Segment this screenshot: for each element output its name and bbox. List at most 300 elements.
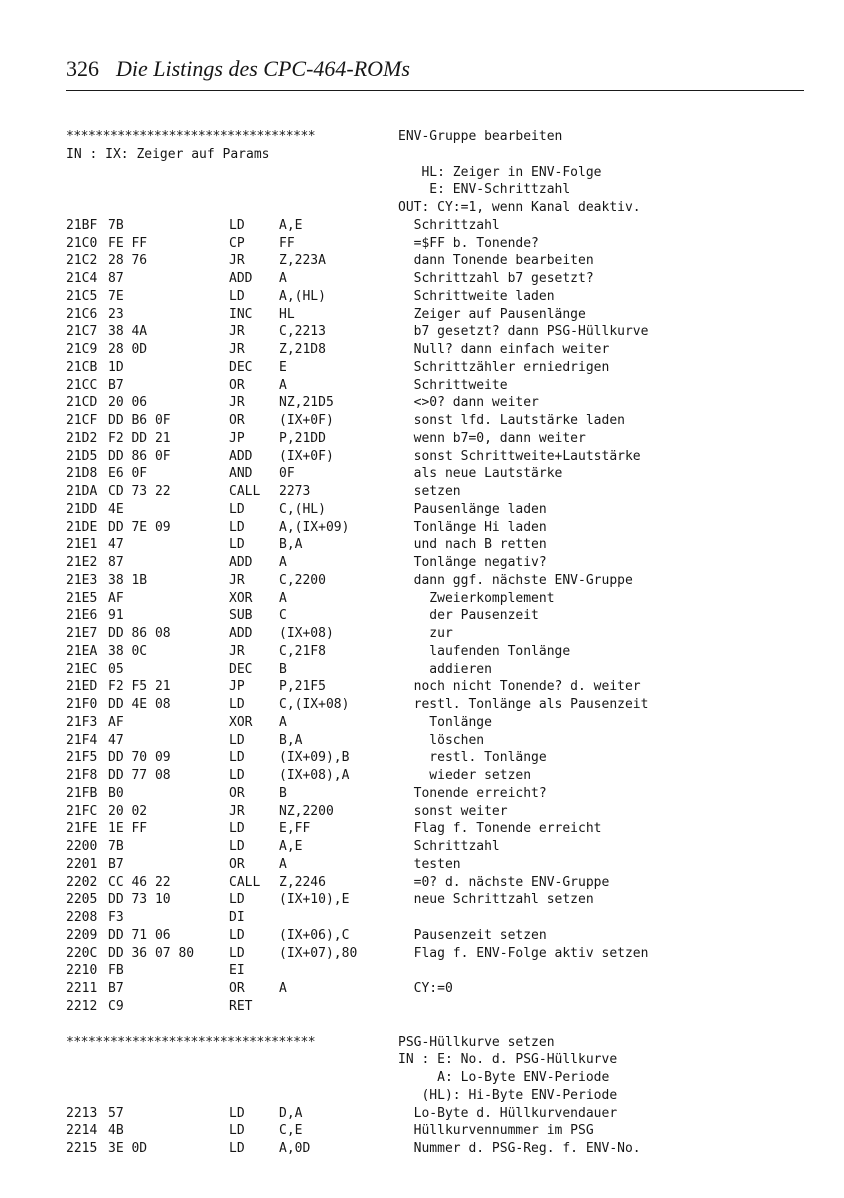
heading-right-text: HL: Zeiger in ENV-Folge bbox=[398, 164, 602, 180]
code-row bbox=[66, 785, 806, 803]
comment-cell: Schrittweite bbox=[398, 377, 508, 393]
code-row bbox=[66, 465, 806, 483]
operand-cell: Z,223A bbox=[279, 253, 326, 269]
code-row bbox=[66, 501, 806, 519]
section-heading-line bbox=[66, 181, 806, 199]
operand-cell: Z,2246 bbox=[279, 874, 326, 890]
mnemonic-cell: LD bbox=[229, 821, 245, 837]
address-cell: 21DE bbox=[66, 519, 98, 535]
address-cell: 2215 bbox=[66, 1141, 98, 1156]
comment-cell: Flag f. Tonende erreicht bbox=[398, 821, 602, 837]
opcode-bytes-cell: DD 86 0F bbox=[108, 448, 171, 464]
opcode-bytes-cell: DD 70 09 bbox=[108, 750, 171, 766]
mnemonic-cell: JR bbox=[229, 395, 245, 411]
address-cell: 21C2 bbox=[66, 253, 98, 269]
opcode-bytes-cell: DD 7E 09 bbox=[108, 519, 171, 535]
address-cell: 21FC bbox=[66, 803, 98, 819]
operand-cell: C,E bbox=[279, 1123, 303, 1139]
code-row bbox=[66, 749, 806, 767]
opcode-bytes-cell: 57 bbox=[108, 1105, 124, 1121]
comment-cell: sonst weiter bbox=[398, 803, 508, 819]
comment-cell: <>0? dann weiter bbox=[398, 395, 539, 411]
mnemonic-cell: ADD bbox=[229, 555, 253, 570]
code-row bbox=[66, 448, 806, 466]
mnemonic-cell: DEC bbox=[229, 661, 253, 677]
address-cell: 21DA bbox=[66, 484, 98, 499]
code-row bbox=[66, 341, 806, 359]
opcode-bytes-cell: DD 86 08 bbox=[108, 626, 171, 641]
operand-cell: Z,21D8 bbox=[279, 342, 326, 357]
comment-cell: als neue Lautstärke bbox=[398, 466, 563, 482]
page-number: 326 bbox=[66, 56, 99, 81]
page-header bbox=[66, 56, 804, 91]
mnemonic-cell: OR bbox=[229, 377, 245, 393]
code-row bbox=[66, 980, 806, 998]
operand-cell: NZ,21D5 bbox=[279, 395, 334, 411]
section-separator: ********************************** bbox=[66, 1034, 316, 1050]
heading-right-text: ENV-Gruppe bearbeiten bbox=[398, 129, 563, 144]
opcode-bytes-cell: 38 0C bbox=[108, 643, 148, 659]
operand-cell: (IX+0F) bbox=[279, 413, 334, 428]
operand-cell: C,(HL) bbox=[279, 501, 326, 517]
heading-right-text: E: ENV-Schrittzahl bbox=[398, 182, 571, 198]
operand-cell: 0F bbox=[279, 466, 295, 482]
code-row bbox=[66, 803, 806, 821]
comment-cell: Pausenzeit setzen bbox=[398, 927, 547, 943]
comment-cell: =$FF b. Tonende? bbox=[398, 235, 539, 251]
code-row bbox=[66, 767, 806, 785]
mnemonic-cell: CP bbox=[229, 235, 245, 251]
mnemonic-cell: LD bbox=[229, 839, 245, 854]
opcode-bytes-cell: 1E FF bbox=[108, 821, 148, 837]
comment-cell: Null? dann einfach weiter bbox=[398, 342, 610, 357]
operand-cell: C,(IX+08) bbox=[279, 697, 350, 712]
opcode-bytes-cell: 28 0D bbox=[108, 342, 148, 357]
operand-cell: A,E bbox=[279, 839, 303, 854]
operand-cell: C,2213 bbox=[279, 324, 326, 340]
code-row bbox=[66, 288, 806, 306]
opcode-bytes-cell: 3E 0D bbox=[108, 1141, 148, 1156]
address-cell: 21EA bbox=[66, 643, 98, 659]
address-cell: 2214 bbox=[66, 1123, 98, 1139]
address-cell: 220C bbox=[66, 945, 98, 961]
comment-cell: addieren bbox=[398, 661, 492, 677]
operand-cell: C,2200 bbox=[279, 572, 326, 588]
address-cell: 2208 bbox=[66, 910, 98, 925]
section-heading-line bbox=[66, 1051, 806, 1069]
code-row bbox=[66, 590, 806, 608]
code-row bbox=[66, 1105, 806, 1123]
mnemonic-cell: LD bbox=[229, 288, 245, 304]
opcode-bytes-cell: 28 76 bbox=[108, 253, 148, 269]
comment-cell: Nummer d. PSG-Reg. f. ENV-No. bbox=[398, 1141, 641, 1156]
section-heading-line bbox=[66, 1034, 806, 1052]
address-cell: 21E2 bbox=[66, 555, 98, 570]
opcode-bytes-cell: 7B bbox=[108, 217, 124, 233]
code-row bbox=[66, 661, 806, 679]
address-cell: 21ED bbox=[66, 679, 98, 695]
opcode-bytes-cell: FE FF bbox=[108, 235, 148, 251]
mnemonic-cell: EI bbox=[229, 963, 245, 979]
address-cell: 21F8 bbox=[66, 768, 98, 783]
section-heading-line bbox=[66, 199, 806, 217]
comment-cell: b7 gesetzt? dann PSG-Hüllkurve bbox=[398, 324, 649, 340]
comment-cell: setzen bbox=[398, 484, 461, 499]
address-cell: 21CC bbox=[66, 377, 98, 393]
comment-cell: Lo-Byte d. Hüllkurvendauer bbox=[398, 1105, 618, 1121]
comment-cell: sonst Schrittweite+Lautstärke bbox=[398, 448, 641, 464]
opcode-bytes-cell: DD B6 0F bbox=[108, 413, 171, 428]
operand-cell: (IX+06),C bbox=[279, 927, 350, 943]
opcode-bytes-cell: F2 F5 21 bbox=[108, 679, 171, 695]
code-row bbox=[66, 1140, 806, 1158]
operand-cell: B bbox=[279, 661, 287, 677]
code-row bbox=[66, 714, 806, 732]
comment-cell: Tonlänge bbox=[398, 714, 492, 730]
operand-cell: P,21DD bbox=[279, 430, 326, 446]
opcode-bytes-cell: DD 77 08 bbox=[108, 768, 171, 783]
section-heading-line bbox=[66, 128, 806, 146]
operand-cell: B bbox=[279, 785, 287, 801]
operand-cell: E bbox=[279, 359, 287, 375]
address-cell: 21D2 bbox=[66, 430, 98, 446]
code-row bbox=[66, 306, 806, 324]
operand-cell: E,FF bbox=[279, 821, 311, 837]
comment-cell: laufenden Tonlänge bbox=[398, 643, 571, 659]
mnemonic-cell: LD bbox=[229, 768, 245, 783]
address-cell: 21E6 bbox=[66, 608, 98, 624]
mnemonic-cell: DEC bbox=[229, 359, 253, 375]
heading-right-text: OUT: CY:=1, wenn Kanal deaktiv. bbox=[398, 200, 641, 215]
address-cell: 21E1 bbox=[66, 537, 98, 553]
code-row bbox=[66, 696, 806, 714]
address-cell: 21FE bbox=[66, 821, 98, 837]
opcode-bytes-cell: 20 06 bbox=[108, 395, 148, 411]
address-cell: 21F5 bbox=[66, 750, 98, 766]
comment-cell: Pausenlänge laden bbox=[398, 501, 547, 517]
address-cell: 2201 bbox=[66, 856, 98, 872]
operand-cell: A bbox=[279, 271, 287, 286]
comment-cell: zur bbox=[398, 626, 453, 641]
heading-left-text: IN : IX: Zeiger auf Params bbox=[66, 146, 270, 162]
heading-right-text: A: Lo-Byte ENV-Periode bbox=[398, 1070, 610, 1085]
operand-cell: A,(IX+09) bbox=[279, 519, 350, 535]
code-row bbox=[66, 377, 806, 395]
assembly-listing bbox=[66, 128, 806, 1158]
mnemonic-cell: JP bbox=[229, 679, 245, 695]
mnemonic-cell: JP bbox=[229, 430, 245, 446]
comment-cell: Tonlänge Hi laden bbox=[398, 519, 547, 535]
operand-cell: A bbox=[279, 377, 287, 393]
opcode-bytes-cell: 47 bbox=[108, 732, 124, 748]
section-heading-line bbox=[66, 164, 806, 182]
mnemonic-cell: INC bbox=[229, 306, 253, 322]
operand-cell: FF bbox=[279, 235, 295, 251]
comment-cell: Schrittzahl bbox=[398, 839, 500, 854]
mnemonic-cell: LD bbox=[229, 927, 245, 943]
operand-cell: A bbox=[279, 856, 287, 872]
opcode-bytes-cell: F2 DD 21 bbox=[108, 430, 171, 446]
opcode-bytes-cell: CC 46 22 bbox=[108, 874, 171, 890]
address-cell: 21E5 bbox=[66, 590, 98, 606]
mnemonic-cell: CALL bbox=[229, 484, 261, 499]
operand-cell: HL bbox=[279, 306, 295, 322]
mnemonic-cell: JR bbox=[229, 643, 245, 659]
code-row bbox=[66, 217, 806, 235]
operand-cell: A bbox=[279, 555, 287, 570]
operand-cell: A bbox=[279, 981, 287, 996]
comment-cell: Flag f. ENV-Folge aktiv setzen bbox=[398, 945, 649, 961]
code-row bbox=[66, 927, 806, 945]
code-row bbox=[66, 519, 806, 537]
opcode-bytes-cell: 91 bbox=[108, 608, 124, 624]
comment-cell: Schrittzahl b7 gesetzt? bbox=[398, 271, 594, 286]
mnemonic-cell: LD bbox=[229, 1105, 245, 1121]
code-row bbox=[66, 732, 806, 750]
mnemonic-cell: ADD bbox=[229, 448, 253, 464]
opcode-bytes-cell: CD 73 22 bbox=[108, 484, 171, 499]
address-cell: 21CF bbox=[66, 413, 98, 428]
code-row bbox=[66, 678, 806, 696]
address-cell: 21F3 bbox=[66, 714, 98, 730]
section-heading-line bbox=[66, 146, 806, 164]
opcode-bytes-cell: 20 02 bbox=[108, 803, 148, 819]
mnemonic-cell: SUB bbox=[229, 608, 253, 624]
comment-cell: restl. Tonlänge bbox=[398, 750, 547, 766]
mnemonic-cell: LD bbox=[229, 732, 245, 748]
mnemonic-cell: CALL bbox=[229, 874, 261, 890]
comment-cell: Schrittzähler erniedrigen bbox=[398, 359, 610, 375]
comment-cell: wenn b7=0, dann weiter bbox=[398, 430, 586, 446]
code-row bbox=[66, 572, 806, 590]
opcode-bytes-cell: C9 bbox=[108, 998, 124, 1014]
comment-cell: Schrittweite laden bbox=[398, 288, 555, 304]
address-cell: 21DD bbox=[66, 501, 98, 517]
address-cell: 2210 bbox=[66, 963, 98, 979]
address-cell: 21F4 bbox=[66, 732, 98, 748]
opcode-bytes-cell: 4B bbox=[108, 1123, 124, 1139]
code-row bbox=[66, 323, 806, 341]
comment-cell: restl. Tonlänge als Pausenzeit bbox=[398, 697, 649, 712]
mnemonic-cell: JR bbox=[229, 253, 245, 269]
heading-right-text: (HL): Hi-Byte ENV-Periode bbox=[398, 1087, 618, 1103]
code-row bbox=[66, 1122, 806, 1140]
comment-cell: Zweierkomplement bbox=[398, 590, 555, 606]
operand-cell: A bbox=[279, 714, 287, 730]
opcode-bytes-cell: 05 bbox=[108, 661, 124, 677]
mnemonic-cell: JR bbox=[229, 324, 245, 340]
section-gap bbox=[66, 1016, 806, 1034]
comment-cell: Tonende erreicht? bbox=[398, 785, 547, 801]
code-row bbox=[66, 235, 806, 253]
mnemonic-cell: JR bbox=[229, 803, 245, 819]
code-row bbox=[66, 536, 806, 554]
mnemonic-cell: ADD bbox=[229, 271, 253, 286]
opcode-bytes-cell: B7 bbox=[108, 981, 124, 996]
opcode-bytes-cell: AF bbox=[108, 590, 124, 606]
mnemonic-cell: OR bbox=[229, 413, 245, 428]
operand-cell: A bbox=[279, 590, 287, 606]
mnemonic-cell: XOR bbox=[229, 714, 253, 730]
mnemonic-cell: LD bbox=[229, 217, 245, 233]
opcode-bytes-cell: 7E bbox=[108, 288, 124, 304]
section-heading-line bbox=[66, 1087, 806, 1105]
comment-cell: der Pausenzeit bbox=[398, 608, 539, 624]
opcode-bytes-cell: 1D bbox=[108, 359, 124, 375]
opcode-bytes-cell: E6 0F bbox=[108, 466, 148, 482]
code-row bbox=[66, 607, 806, 625]
mnemonic-cell: LD bbox=[229, 537, 245, 553]
opcode-bytes-cell: DD 73 10 bbox=[108, 892, 171, 908]
opcode-bytes-cell: FB bbox=[108, 963, 124, 979]
address-cell: 2205 bbox=[66, 892, 98, 908]
code-row bbox=[66, 874, 806, 892]
address-cell: 21E3 bbox=[66, 572, 98, 588]
operand-cell: A,(HL) bbox=[279, 288, 326, 304]
operand-cell: A,0D bbox=[279, 1141, 311, 1156]
code-row bbox=[66, 554, 806, 572]
opcode-bytes-cell: B7 bbox=[108, 377, 124, 393]
code-row bbox=[66, 891, 806, 909]
address-cell: 21C5 bbox=[66, 288, 98, 304]
mnemonic-cell: OR bbox=[229, 981, 245, 996]
comment-cell: =0? d. nächste ENV-Gruppe bbox=[398, 874, 610, 890]
mnemonic-cell: ADD bbox=[229, 626, 253, 641]
address-cell: 21CD bbox=[66, 395, 98, 411]
mnemonic-cell: LD bbox=[229, 892, 245, 908]
comment-cell: dann ggf. nächste ENV-Gruppe bbox=[398, 572, 633, 588]
opcode-bytes-cell: 87 bbox=[108, 555, 124, 570]
code-row bbox=[66, 643, 806, 661]
code-row bbox=[66, 962, 806, 980]
code-row bbox=[66, 252, 806, 270]
code-row bbox=[66, 945, 806, 963]
opcode-bytes-cell: 38 1B bbox=[108, 572, 148, 588]
section-heading-line bbox=[66, 1069, 806, 1087]
code-row bbox=[66, 998, 806, 1016]
mnemonic-cell: JR bbox=[229, 342, 245, 357]
operand-cell: (IX+08) bbox=[279, 626, 334, 641]
operand-cell: 2273 bbox=[279, 484, 311, 499]
operand-cell: A,E bbox=[279, 217, 303, 233]
address-cell: 21BF bbox=[66, 217, 98, 233]
opcode-bytes-cell: DD 71 06 bbox=[108, 927, 171, 943]
address-cell: 21D8 bbox=[66, 466, 98, 482]
code-row bbox=[66, 430, 806, 448]
code-row bbox=[66, 820, 806, 838]
address-cell: 21CB bbox=[66, 359, 98, 375]
address-cell: 2212 bbox=[66, 998, 98, 1014]
comment-cell: noch nicht Tonende? d. weiter bbox=[398, 679, 641, 695]
code-row bbox=[66, 838, 806, 856]
mnemonic-cell: OR bbox=[229, 856, 245, 872]
address-cell: 21E7 bbox=[66, 626, 98, 641]
code-row bbox=[66, 483, 806, 501]
mnemonic-cell: LD bbox=[229, 945, 245, 961]
operand-cell: (IX+09),B bbox=[279, 750, 350, 766]
operand-cell: (IX+10),E bbox=[279, 892, 350, 908]
mnemonic-cell: XOR bbox=[229, 590, 253, 606]
code-row bbox=[66, 270, 806, 288]
address-cell: 2209 bbox=[66, 927, 98, 943]
address-cell: 2211 bbox=[66, 981, 98, 996]
address-cell: 2202 bbox=[66, 874, 98, 890]
address-cell: 2213 bbox=[66, 1105, 98, 1121]
opcode-bytes-cell: DD 36 07 80 bbox=[108, 945, 195, 961]
mnemonic-cell: AND bbox=[229, 466, 253, 482]
operand-cell: (IX+07),80 bbox=[279, 945, 358, 961]
address-cell: 21C9 bbox=[66, 342, 98, 357]
address-cell: 2200 bbox=[66, 839, 98, 854]
address-cell: 21C7 bbox=[66, 324, 98, 340]
heading-right-text: PSG-Hüllkurve setzen bbox=[398, 1034, 555, 1050]
comment-cell: Tonlänge negativ? bbox=[398, 555, 547, 570]
operand-cell: P,21F5 bbox=[279, 679, 326, 695]
page-title: Die Listings des CPC-464-ROMs bbox=[116, 56, 410, 81]
code-row bbox=[66, 394, 806, 412]
comment-cell: wieder setzen bbox=[398, 768, 532, 783]
comment-cell: Zeiger auf Pausenlänge bbox=[398, 306, 586, 322]
address-cell: 21D5 bbox=[66, 448, 98, 464]
comment-cell: dann Tonende bearbeiten bbox=[398, 253, 594, 269]
address-cell: 21FB bbox=[66, 785, 98, 801]
code-row bbox=[66, 625, 806, 643]
comment-cell: sonst lfd. Lautstärke laden bbox=[398, 413, 625, 428]
comment-cell: CY:=0 bbox=[398, 981, 453, 996]
operand-cell: D,A bbox=[279, 1105, 303, 1121]
section-separator: ********************************** bbox=[66, 129, 316, 144]
opcode-bytes-cell: AF bbox=[108, 714, 124, 730]
opcode-bytes-cell: 7B bbox=[108, 839, 124, 854]
opcode-bytes-cell: 23 bbox=[108, 306, 124, 322]
mnemonic-cell: RET bbox=[229, 998, 253, 1014]
mnemonic-cell: LD bbox=[229, 750, 245, 766]
code-row bbox=[66, 909, 806, 927]
comment-cell: löschen bbox=[398, 732, 485, 748]
opcode-bytes-cell: 87 bbox=[108, 271, 124, 286]
mnemonic-cell: DI bbox=[229, 910, 245, 925]
comment-cell: testen bbox=[398, 856, 461, 872]
opcode-bytes-cell: 47 bbox=[108, 537, 124, 553]
address-cell: 21EC bbox=[66, 661, 98, 677]
code-row bbox=[66, 856, 806, 874]
operand-cell: (IX+0F) bbox=[279, 448, 334, 464]
opcode-bytes-cell: 4E bbox=[108, 501, 124, 517]
operand-cell: C bbox=[279, 608, 287, 624]
opcode-bytes-cell: DD 4E 08 bbox=[108, 697, 171, 712]
heading-right-text: IN : E: No. d. PSG-Hüllkurve bbox=[398, 1052, 618, 1068]
mnemonic-cell: LD bbox=[229, 1141, 245, 1156]
comment-cell: Schrittzahl bbox=[398, 217, 500, 233]
operand-cell: B,A bbox=[279, 537, 303, 553]
comment-cell: neue Schrittzahl setzen bbox=[398, 892, 594, 908]
mnemonic-cell: OR bbox=[229, 785, 245, 801]
code-row bbox=[66, 359, 806, 377]
opcode-bytes-cell: B7 bbox=[108, 856, 124, 872]
address-cell: 21C4 bbox=[66, 271, 98, 286]
opcode-bytes-cell: B0 bbox=[108, 785, 124, 801]
code-row bbox=[66, 412, 806, 430]
address-cell: 21C0 bbox=[66, 235, 98, 251]
mnemonic-cell: LD bbox=[229, 519, 245, 535]
mnemonic-cell: LD bbox=[229, 1123, 245, 1139]
mnemonic-cell: JR bbox=[229, 572, 245, 588]
address-cell: 21C6 bbox=[66, 306, 98, 322]
mnemonic-cell: LD bbox=[229, 501, 245, 517]
operand-cell: B,A bbox=[279, 732, 303, 748]
operand-cell: NZ,2200 bbox=[279, 803, 334, 819]
comment-cell: Hüllkurvennummer im PSG bbox=[398, 1123, 594, 1139]
